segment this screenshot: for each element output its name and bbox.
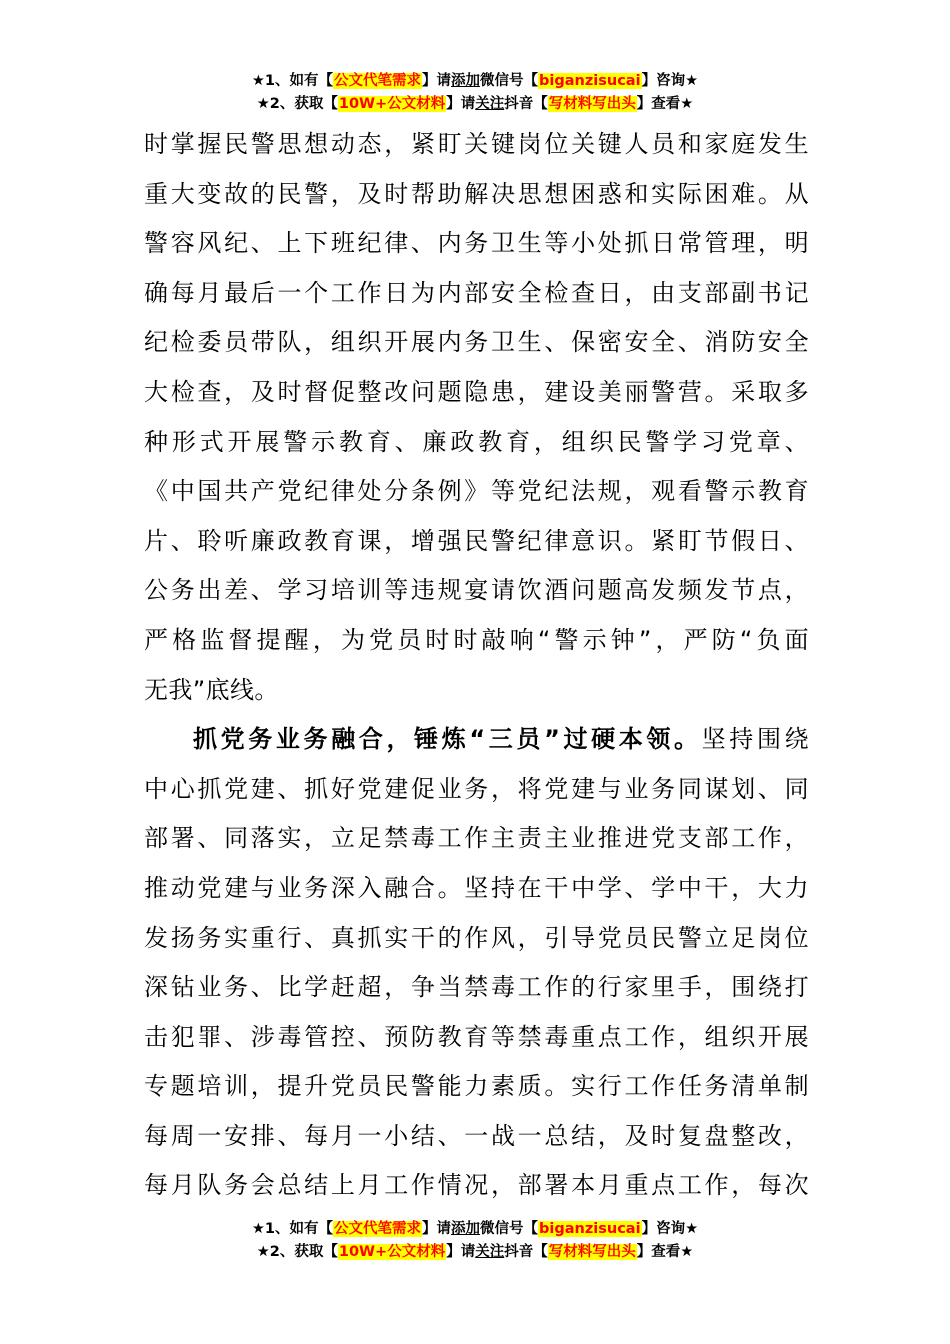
text-line: 部署、同落实，立足禁毒工作主责主业推进党支部工作， (144, 824, 809, 853)
banner-underlined-text: 添加 (451, 73, 481, 89)
text-line: 公务出差、学习培训等违规宴请饮酒问题高发频发节点， (144, 576, 809, 605)
header-banner-line-1 (0, 70, 950, 93)
paragraph-2 (144, 715, 809, 1211)
banner-underlined-text: 关注 (475, 96, 505, 112)
banner-highlight-douyin-id: 写材料写出头 (548, 96, 636, 112)
document-body (144, 120, 809, 1211)
banner-text: 】请 (446, 1244, 476, 1260)
header-banner (0, 70, 950, 116)
banner-text: 】咨询★ (641, 73, 699, 89)
banner-highlight: 10W+公文材料 (338, 1244, 446, 1260)
text-line: 确每月最后一个工作日为内部安全检查日，由支部副书记 (144, 278, 809, 307)
header-banner-line-2 (0, 93, 950, 116)
text-line: 纪检委员带队，组织开展内务卫生、保密安全、消防安全 (144, 328, 809, 357)
banner-text: ★1、如有【 (251, 1221, 334, 1237)
text-line: 中心抓党建、抓好党建促业务，将党建与业务同谋划、同 (144, 774, 809, 803)
text-line: 警容风纪、上下班纪律、内务卫生等小处抓日常管理，明 (144, 229, 809, 258)
text-line: 击犯罪、涉毒管控、预防教育等禁毒重点工作，组织开展 (144, 1022, 809, 1051)
text-line: 深钻业务、比学赶超，争当禁毒工作的行家里手，围绕打 (144, 973, 809, 1002)
footer-banner-line-2 (0, 1241, 950, 1264)
banner-highlight-wechat-id: biganzisucai (539, 73, 641, 89)
text-line: 发扬务实重行、真抓实干的作风，引导党员民警立足岗位 (144, 923, 809, 952)
text-line: 每月队务会总结上月工作情况，部署本月重点工作，每次 (144, 1171, 809, 1200)
text-line: 时掌握民警思想动态，紧盯关键岗位关键人员和家庭发生 (144, 130, 809, 158)
banner-text: 】查看★ (636, 1244, 694, 1260)
text-line: 大检查，及时督促整改问题隐患，建设美丽警营。采取多 (144, 377, 809, 406)
banner-text: 】请 (446, 96, 476, 112)
banner-text: 】请 (422, 1221, 452, 1237)
text-line: 严格监督提醒，为党员时时敲响“警示钟”，严防“负面 (144, 625, 809, 654)
footer-banner-line-1 (0, 1218, 950, 1241)
banner-highlight: 公文代笔需求 (334, 1221, 422, 1237)
banner-text: ★2、获取【 (256, 1244, 338, 1260)
text-line: 《中国共产党纪律处分条例》等党纪法规，观看警示教育 (144, 477, 809, 506)
paragraph-heading: 抓党务业务融合，锤炼“三员”过硬本领。 (193, 725, 702, 754)
text-line: 推动党建与业务深入融合。坚持在干中学、学中干，大力 (144, 873, 809, 902)
text-line: 种形式开展警示教育、廉政教育，组织民警学习党章、 (144, 427, 809, 456)
paragraph-2-first-line (144, 715, 809, 765)
banner-text: 】咨询★ (641, 1221, 699, 1237)
text-line: 片、聆听廉政教育课，增强民警纪律意识。紧盯节假日、 (144, 526, 809, 555)
banner-text: ★1、如有【 (251, 73, 334, 89)
banner-highlight-wechat-id: biganzisucai (539, 1221, 641, 1237)
banner-highlight-douyin-id: 写材料写出头 (548, 1244, 636, 1260)
banner-highlight: 公文代笔需求 (334, 73, 422, 89)
text-line: 无我”底线。 (144, 675, 279, 704)
banner-highlight: 10W+公文材料 (338, 96, 446, 112)
banner-text: 微信号【 (480, 1221, 539, 1237)
banner-text: 】查看★ (636, 96, 694, 112)
text-line: 专题培训，提升党员民警能力素质。实行工作任务清单制 (144, 1072, 809, 1101)
footer-banner (0, 1218, 950, 1264)
banner-text: ★2、获取【 (256, 96, 338, 112)
text-line: 每周一安排、每月一小结、一战一总结，及时复盘整改， (144, 1121, 809, 1150)
banner-underlined-text: 添加 (451, 1221, 481, 1237)
paragraph-1 (144, 120, 809, 715)
banner-text: 】请 (422, 73, 452, 89)
banner-text: 抖音【 (504, 96, 548, 112)
banner-text: 抖音【 (504, 1244, 548, 1260)
text-fragment: 坚持围绕 (701, 725, 809, 754)
text-line: 重大变故的民警，及时帮助解决思想困惑和实际困难。从 (144, 179, 809, 208)
banner-text: 微信号【 (480, 73, 539, 89)
banner-underlined-text: 关注 (475, 1244, 505, 1260)
